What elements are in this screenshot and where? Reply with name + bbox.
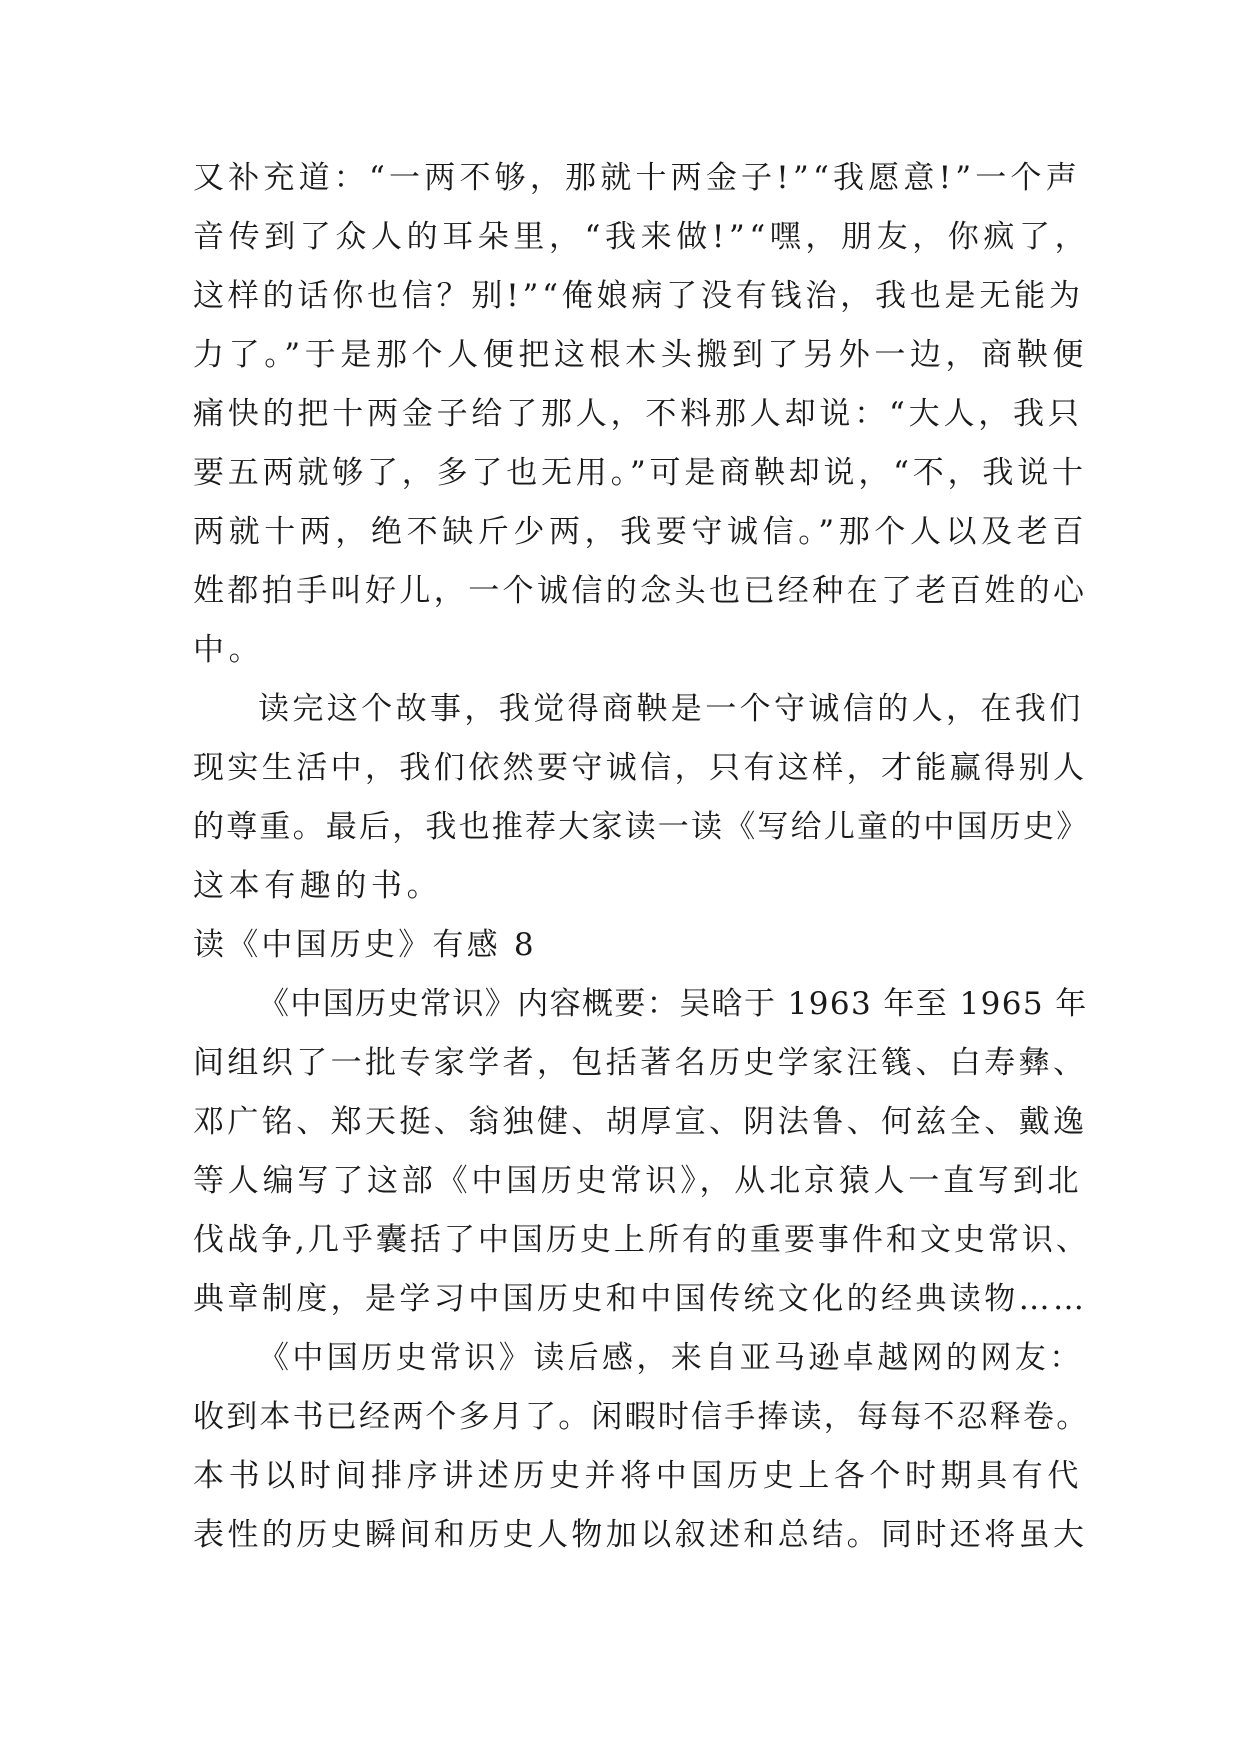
text-line: 表性的历史瞬间和历史人物加以叙述和总结。同时还将虽大 [193, 1517, 1088, 1553]
text-line: 力了。”于是那个人便把这根木头搬到了另外一边，商鞅便 [193, 337, 1088, 373]
text-line: 现实生活中，我们依然要守诚信，只有这样，才能赢得别人 [193, 750, 1088, 786]
section-heading: 读《中国历史》有感 8 [193, 927, 537, 963]
text-line: 本书以时间排序讲述历史并将中国历史上各个时期具有代 [193, 1458, 1083, 1494]
text-line: 收到本书已经两个多月了。闲暇时信手捧读，每每不忍释卷。 [193, 1399, 1090, 1435]
text-line: 这样的话你也信？别!”“俺娘病了没有钱治，我也是无能为 [193, 278, 1084, 314]
text-line: 这本有趣的书。 [193, 868, 443, 904]
text-line: 两就十两，绝不缺斤少两，我要守诚信。”那个人以及老百 [193, 514, 1088, 550]
text-line: 间组织了一批专家学者，包括著名历史学家汪篯、白寿彝、 [193, 1045, 1088, 1081]
text-line: 痛快的把十两金子给了那人，不料那人却说：“大人，我只 [193, 396, 1083, 432]
text-line: 姓都拍手叫好儿，一个诚信的念头也已经种在了老百姓的心 [193, 573, 1088, 609]
text-line: 中。 [193, 632, 265, 668]
text-line: 《中国历史常识》内容概要：吴晗于 1963 年至 1965 年 [258, 986, 1088, 1022]
text-line: 伐战争,几乎囊括了中国历史上所有的重要事件和文史常识、 [193, 1222, 1090, 1258]
text-line: 音传到了众人的耳朵里，“我来做!”“嘿，朋友，你疯了， [193, 219, 1091, 255]
text-line: 邓广铭、郑天挺、翁独健、胡厚宣、阴法鲁、何兹全、戴逸 [193, 1104, 1088, 1140]
text-line: 又补充道：“一两不够，那就十两金子!”“我愿意!”一个声 [193, 160, 1081, 196]
text-line: 典章制度，是学习中国历史和中国传统文化的经典读物…… [193, 1281, 1088, 1317]
text-line: 要五两就够了，多了也无用。”可是商鞅却说，“不，我说十 [193, 455, 1087, 491]
text-line: 读完这个故事，我觉得商鞅是一个守诚信的人，在我们 [258, 691, 1084, 727]
text-line: 等人编写了这部《中国历史常识》，从北京猿人一直写到北 [193, 1163, 1083, 1199]
text-line: 《中国历史常识》读后感，来自亚马逊卓越网的网友： [258, 1340, 1084, 1376]
text-line: 的尊重。最后，我也推荐大家读一读《写给儿童的中国历史》 [193, 809, 1090, 845]
